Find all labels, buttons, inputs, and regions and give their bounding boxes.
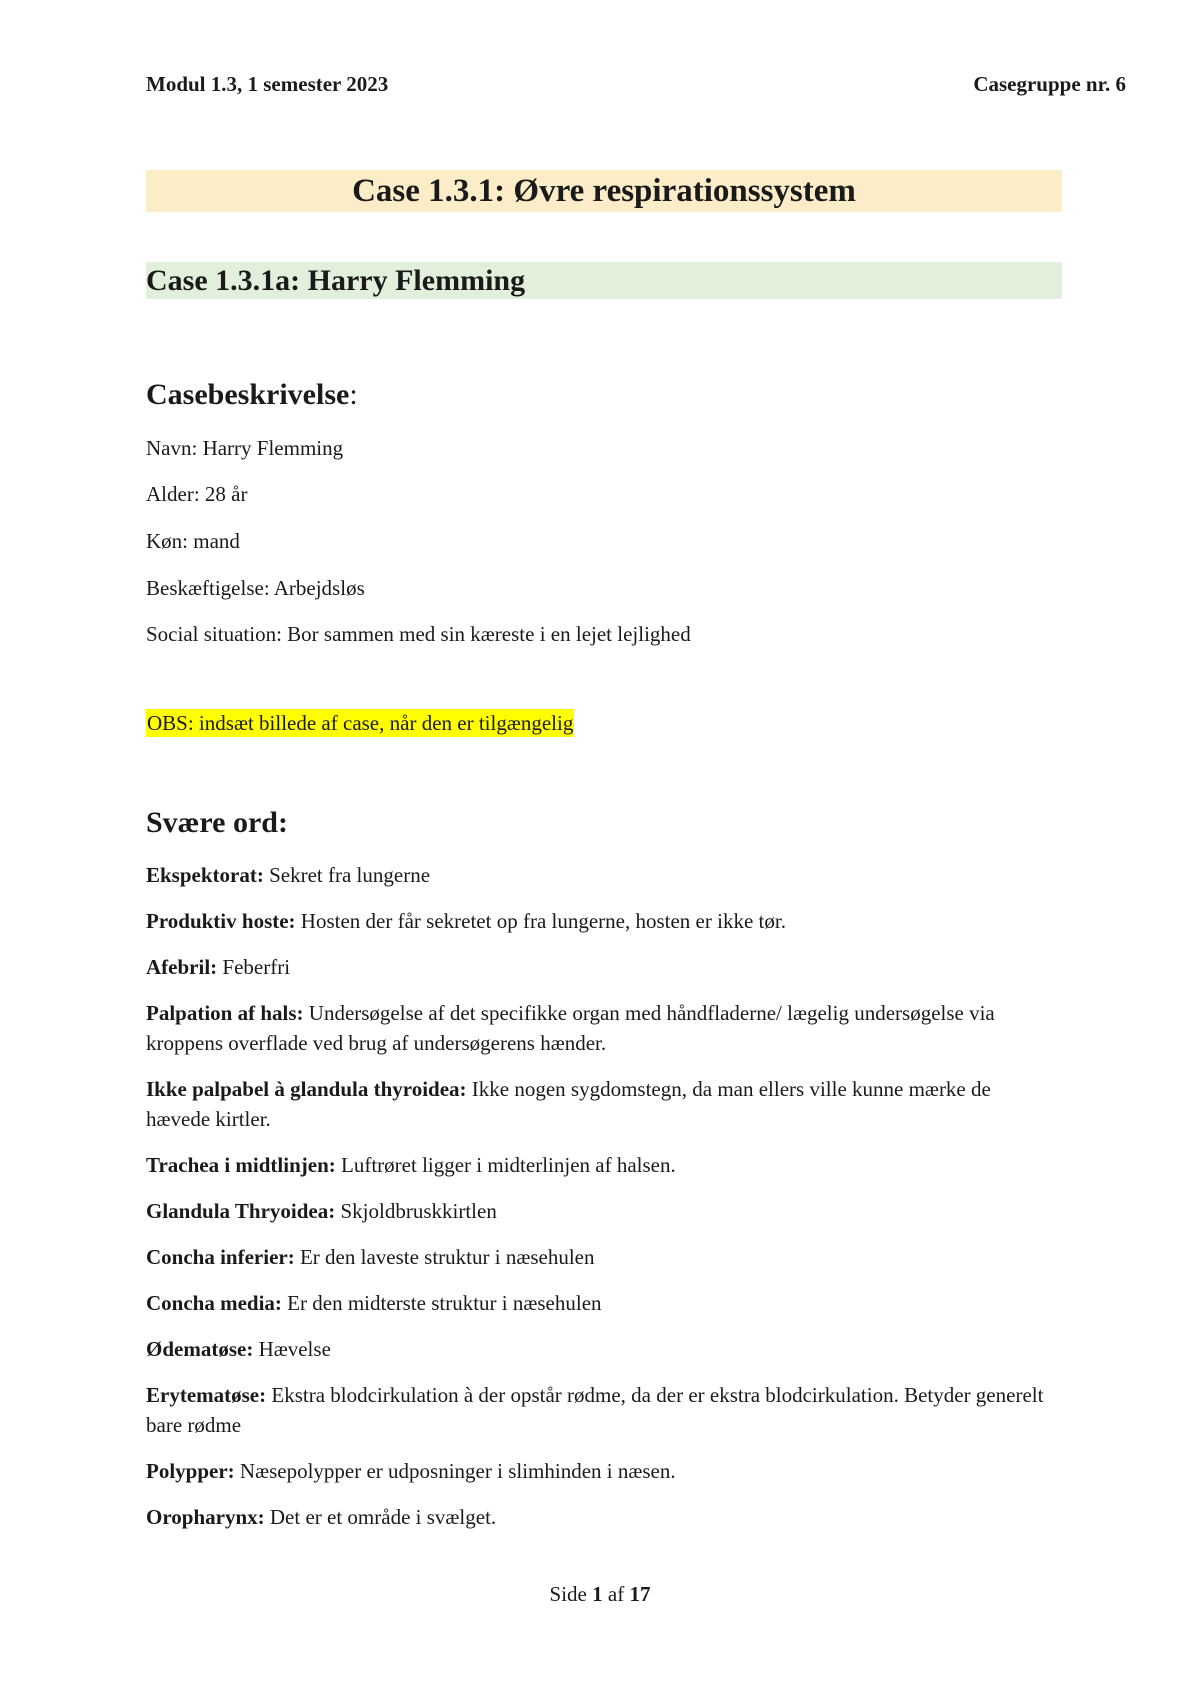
info-line-occupation: Beskæftigelse: Arbejdsløs [146, 576, 365, 600]
glossary-item [146, 1456, 1046, 1486]
info-line-gender: Køn: mand [146, 529, 240, 553]
glossary-item [146, 1288, 1046, 1318]
footer-current-page: 1 [592, 1582, 603, 1606]
glossary-definition: Er den midterste struktur i næsehulen [281, 1291, 602, 1315]
header-module-info: Modul 1.3, 1 semester 2023 [146, 72, 389, 96]
glossary-item [146, 1502, 1046, 1532]
image-placeholder-notice: OBS: indsæt billede af case, når den er tilgængelig [147, 711, 574, 735]
glossary-definition: Feberfri [217, 955, 291, 979]
footer-middle: af [602, 1582, 630, 1606]
glossary-definition: Hosten der får sekretet op fra lungerne, hosten er ikke tør. [295, 909, 786, 933]
case-description-heading [146, 378, 358, 412]
glossary-definition: Næsepolypper er udposninger i slimhinden i næsen. [234, 1459, 676, 1483]
glossary-item [146, 1334, 1046, 1364]
glossary-item [146, 1196, 1046, 1226]
case-main-title: Case 1.3.1: Øvre respirationssystem [146, 170, 1062, 212]
glossary-item [146, 1150, 1046, 1180]
glossary-term: Ødematøse: [146, 1337, 254, 1361]
case-description-heading-colon: : [349, 378, 358, 411]
glossary-definition: Undersøgelse af det specifikke organ med håndfladerne/ lægelig undersøgelse via kroppens overflade ved brug af undersøgerens hænder. [146, 1001, 995, 1055]
glossary-term: Produktiv hoste: [146, 909, 296, 933]
glossary-definition: Ikke nogen sygdomstegn, da man ellers ville kunne mærke de hævede kirtler. [146, 1077, 991, 1131]
glossary-item [146, 1380, 1046, 1440]
case-sub-title: Case 1.3.1a: Harry Flemming [146, 262, 1062, 299]
glossary-item [146, 860, 1046, 890]
glossary-term: Glandula Thryoidea: [146, 1199, 336, 1223]
header-group-number: Casegruppe nr. 6 [973, 72, 1126, 96]
glossary-heading: Svære ord: [146, 806, 288, 839]
glossary-term: Trachea i midtlinjen: [146, 1153, 336, 1177]
glossary-term: Erytematøse: [146, 1383, 267, 1407]
glossary-item [146, 998, 1046, 1058]
glossary-term: Oropharynx: [146, 1505, 265, 1529]
footer-prefix: Side [549, 1582, 593, 1606]
glossary-definition: Ekstra blodcirkulation à der opstår rødme, da der er ekstra blodcirkulation. Betyder generelt bare rødme [146, 1383, 1044, 1437]
glossary-definition: Skjoldbruskkirtlen [335, 1199, 497, 1223]
glossary-item [146, 1242, 1046, 1272]
footer-total-pages: 17 [629, 1582, 651, 1606]
glossary-definition: Luftrøret ligger i midterlinjen af halsen. [335, 1153, 676, 1177]
info-line-age: Alder: 28 år [146, 482, 248, 506]
info-line-social-situation: Social situation: Bor sammen med sin kæreste i en lejet lejlighed [146, 622, 691, 646]
glossary-definition: Hævelse [253, 1337, 331, 1361]
glossary-definition: Sekret fra lungerne [263, 863, 431, 887]
glossary-term: Palpation af hals: [146, 1001, 304, 1025]
glossary-term: Afebril: [146, 955, 218, 979]
glossary-term: Ikke palpabel à glandula thyroidea: [146, 1077, 467, 1101]
glossary-list [146, 860, 1046, 1548]
page-footer [0, 1582, 1200, 1607]
glossary-term: Ekspektorat: [146, 863, 264, 887]
glossary-item [146, 906, 1046, 936]
glossary-item [146, 952, 1046, 982]
glossary-definition: Er den laveste struktur i næsehulen [294, 1245, 595, 1269]
glossary-term: Concha media: [146, 1291, 282, 1315]
info-line-name: Navn: Harry Flemming [146, 436, 344, 460]
glossary-term: Polypper: [146, 1459, 235, 1483]
glossary-definition: Det er et område i svælget. [264, 1505, 497, 1529]
glossary-term: Concha inferier: [146, 1245, 295, 1269]
glossary-item [146, 1074, 1046, 1134]
case-description-heading-text: Casebeskrivelse [146, 378, 350, 411]
